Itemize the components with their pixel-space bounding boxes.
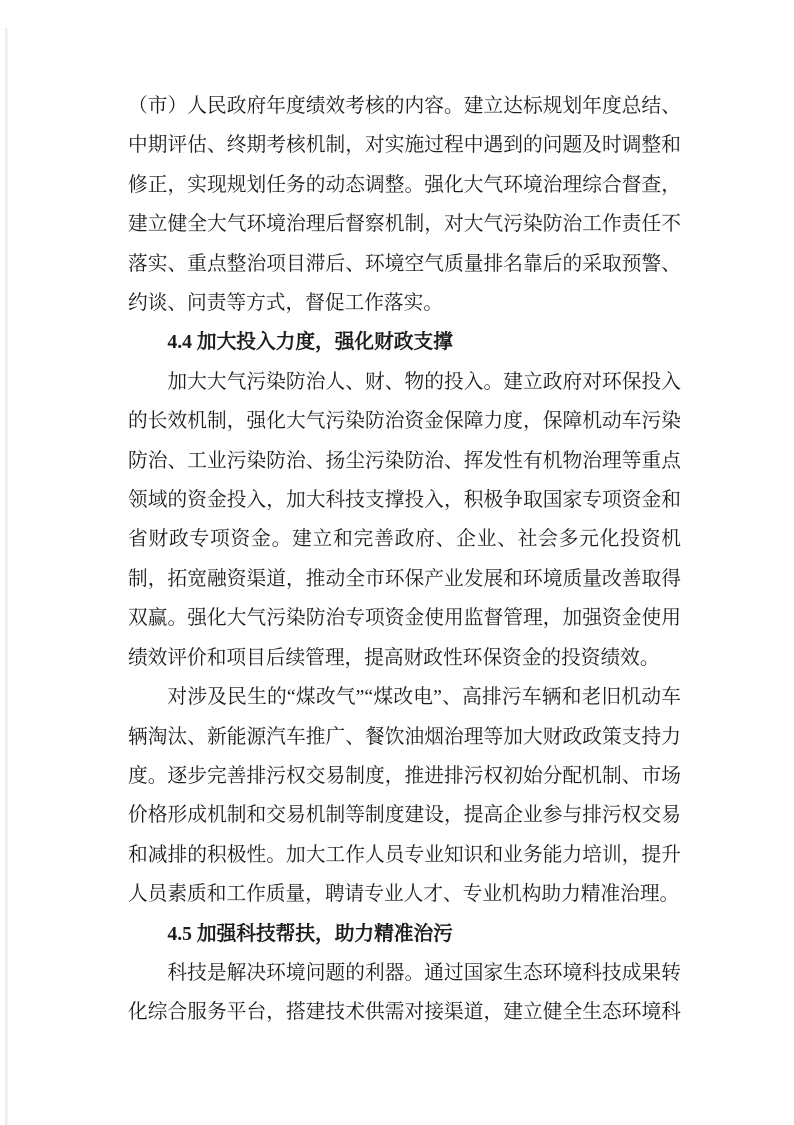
paragraph-funding-investment: 加大大气污染防治人、财、物的投入。建立政府对环保投入的长效机制，强化大气污染防治资金保障力度，保障机动车污染防治、工业污染防治、扬尘污染防治、挥发性有机物治理等重点领域的资金投入，加大科技支撑投入，积极争取国家专项资金和省财政专项资金。建立和完善政府、企业、社会多元化投资机制，拓宽融资渠道，推动全市环保产业发展和环境质量改善取得双赢。强化大气污染防治专项资金使用监督管理，加强资金使用绩效评价和项目后续管理，提高财政性环保资金的投资绩效。 — [128, 370, 681, 669]
paragraph-assessment-supervision: （市）人民政府年度绩效考核的内容。建立达标规划年度总结、中期评估、终期考核机制，对实施过程中遇到的问题及时调整和修正，实现规划任务的动态调整。强化大气环境治理综合督查，建立健全大气环境治理后督察机制，对大气污染防治工作责任不落实、重点整治项目滞后、环境空气质量排名靠后的采取预警、约谈、问责等方式，督促工作落实。 — [128, 95, 681, 315]
scan-edge-artifact — [5, 28, 8, 1125]
text-block — [128, 87, 681, 1033]
paragraph-science-technology: 科技是解决环境问题的利器。通过国家生态环境科技成果转化综合服务平台，搭建技术供需对接渠道，建立健全生态环境科 — [128, 961, 681, 1024]
section-heading-4-5: 4.5 加强科技帮扶，助力精准治污 — [167, 922, 453, 945]
section-heading-4-4: 4.4 加大投入力度，强化财政支撑 — [167, 331, 453, 354]
paragraph-livelihood-fiscal-policy: 对涉及民生的“煤改气”“煤改电”、高排污车辆和老旧机动车辆淘汰、新能源汽车推广、餐饮油烟治理等加大财政政策支持力度。逐步完善排污权交易制度，推进排污权初始分配机制、市场价格形成机制和交易机制等制度建设，提高企业参与排污权交易和减排的积极性。加大工作人员专业知识和业务能力培训，提升人员素质和工作质量，聘请专业人才、专业机构助力精准治理。 — [128, 686, 681, 906]
